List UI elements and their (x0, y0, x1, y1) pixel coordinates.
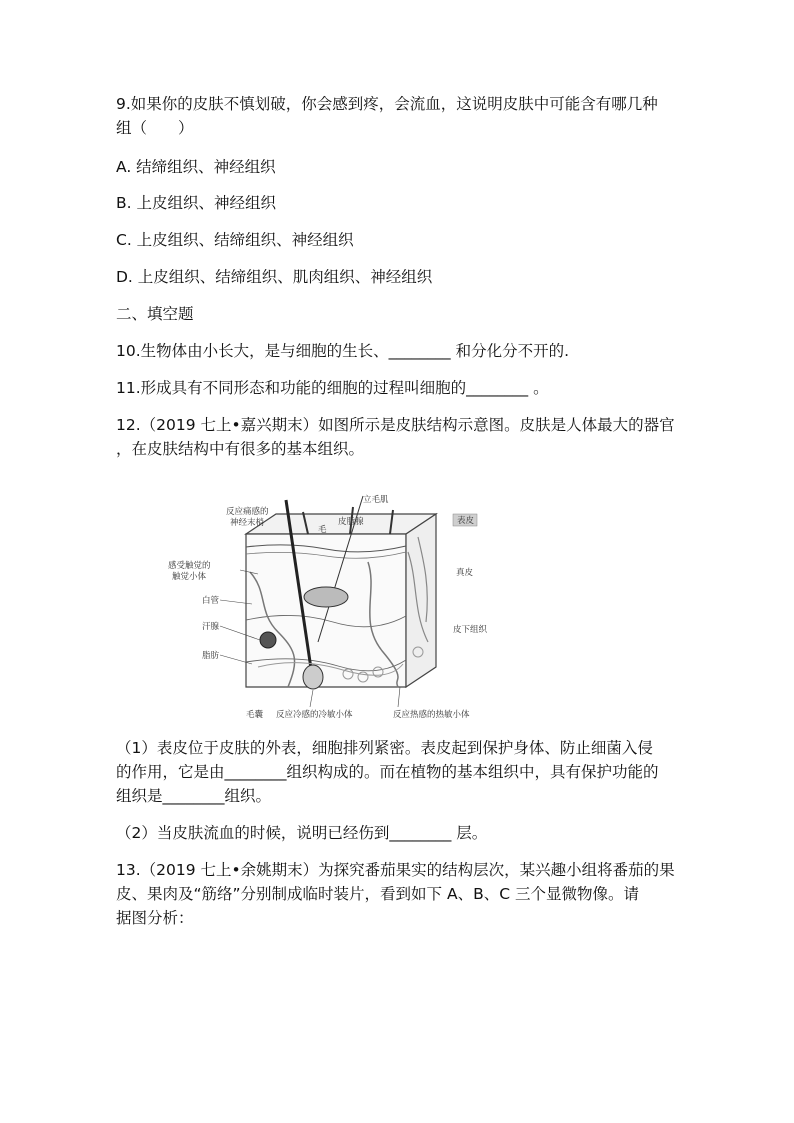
q12-line1: 12.（2019 七上•嘉兴期末）如图所示是皮肤结构示意图。皮肤是人体最大的器官 (116, 416, 675, 434)
label-hair: 毛 (318, 525, 327, 535)
q12-sub2: （2）当皮肤流血的时候，说明已经伤到________ 层。 (116, 824, 488, 842)
label-nerve-ending-2: 神经末梢 (230, 518, 265, 528)
q9-option-d: D. 上皮组织、结缔组织、肌肉组织、神经组织 (116, 268, 433, 286)
q13-line1: 13.（2019 七上•余姚期末）为探究番茄果实的结构层次，某兴趣小组将番茄的果 (116, 861, 675, 879)
section-heading: 二、填空题 (116, 305, 194, 323)
label-follicle: 毛囊 (246, 710, 264, 720)
q9-option-a: A. 结缔组织、神经组织 (116, 158, 276, 176)
skin-structure-figure (168, 492, 498, 722)
q13-line2: 皮、果肉及“筋络”分别制成临时装片，看到如下 A、B、C 三个显微物像。请 (116, 885, 639, 903)
label-sebaceous: 皮脂腺 (338, 517, 364, 527)
q13-line3: 据图分析： (116, 909, 194, 927)
label-touch-2: 触觉小体 (172, 572, 207, 582)
q9-option-b: B. 上皮组织、神经组织 (116, 194, 276, 212)
q11-text: 11.形成具有不同形态和功能的细胞的过程叫细胞的________ 。 (116, 379, 549, 397)
label-erector: 立毛肌 (363, 495, 389, 505)
label-epidermis: 表皮 (457, 516, 475, 526)
q12-sub1-line3: 组织是________组织。 (116, 787, 272, 805)
label-cold: 反应冷感的冷敏小体 (276, 710, 353, 720)
label-subcutaneous: 皮下组织 (453, 625, 488, 635)
label-vessel: 白管 (202, 596, 220, 606)
q10-text: 10.生物体由小长大，是与细胞的生长、________ 和分化分不开的. (116, 342, 570, 360)
q12-sub1-line2: 的作用，它是由________组织构成的。而在植物的基本组织中，具有保护功能的 (116, 763, 659, 781)
q9-option-c: C. 上皮组织、结缔组织、神经组织 (116, 231, 354, 249)
label-sweat-gland: 汗腺 (202, 622, 220, 632)
q9-line2: 组（ ） (116, 119, 194, 137)
label-fat: 脂肪 (202, 651, 220, 661)
label-heat: 反应热感的热敏小体 (393, 710, 470, 720)
q12-sub1-line1: （1）表皮位于皮肤的外表，细胞排列紧密。表皮起到保护身体、防止细菌入侵 (116, 739, 653, 757)
label-dermis: 真皮 (456, 568, 474, 578)
label-nerve-ending-1: 反应痛感的 (226, 507, 269, 517)
label-touch-1: 感受触觉的 (168, 561, 211, 571)
q12-line2: ，在皮肤结构中有很多的基本组织。 (116, 440, 365, 458)
q9-line1: 9.如果你的皮肤不慎划破，你会感到疼，会流血，这说明皮肤中可能含有哪几种 (116, 95, 658, 113)
